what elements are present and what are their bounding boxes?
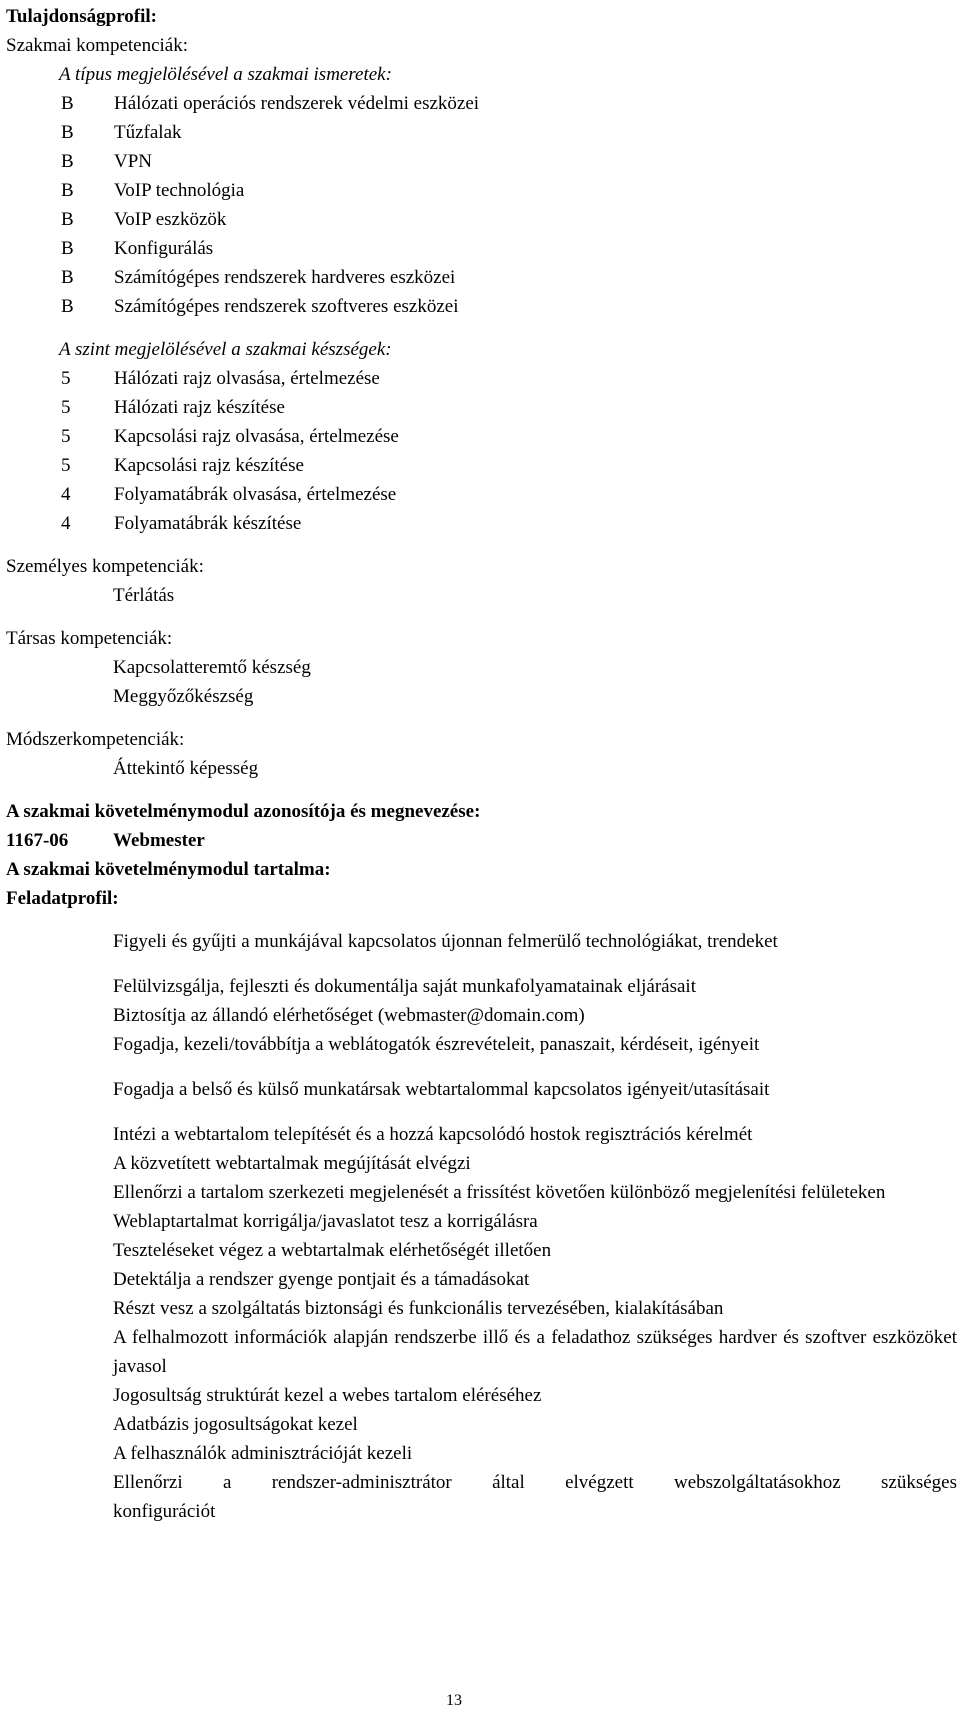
feladat-heading: Feladatprofil: [6,888,119,909]
list-item: 5 Hálózati rajz olvasása, értelmezése [61,368,380,389]
list-item: Meggyőzőkészség [113,686,254,707]
document-page [6,2,957,1526]
list-item-continuation: konfigurációt [113,1501,216,1522]
list-item: Teszteléseket végez a webtartalmak elérhetőségét illetően [113,1240,552,1261]
list-item: A felhasználók adminisztrációját kezeli [113,1443,413,1464]
ismeretek-heading: A típus megjelölésével a szakmai ismeretek: [59,64,392,85]
list-item: Kapcsolatteremtő készség [113,657,311,678]
list-item: Térlátás [113,585,175,606]
szemelyes-heading: Személyes kompetenciák: [6,556,204,577]
modszer-heading: Módszerkompetenciák: [6,729,185,750]
task-word: rendszer-adminisztrátor [271,1472,452,1493]
module-identifier [6,826,946,855]
list-item: A felhalmozott információk alapján rendszerbe illő és a feladathoz szükséges hardver és szoftver eszközöket javasol [113,1327,957,1377]
list-item: Fogadja, kezeli/továbbítja a weblátogatók észrevételeit, panaszait, kérdéseit, igényeit [113,1034,760,1055]
list-item: Intézi a webtartalom telepítését és a hozzá kapcsolódó hostok regisztrációs kérelmét [113,1124,753,1145]
list-item: B Konfigurálás [61,238,214,259]
list-item: Adatbázis jogosultságokat kezel [113,1414,358,1435]
module-id-heading: A szakmai követelménymodul azonosítója és megnevezése: [6,801,481,822]
list-item: B Számítógépes rendszerek hardveres eszközei [61,267,456,288]
list-item: Részt vesz a szolgáltatás biztonsági és funkcionális tervezésében, kialakításában [113,1298,724,1319]
list-item: B VoIP technológia [61,180,245,201]
task-word: által [492,1472,525,1493]
module-name: Webmester [113,830,205,851]
list-item: 5 Kapcsolási rajz olvasása, értelmezése [61,426,399,447]
profile-title: Tulajdonságprofil: [6,6,157,27]
szakmai-heading: Szakmai kompetenciák: [6,35,189,56]
list-item: Biztosítja az állandó elérhetőséget (webmaster@domain.com) [113,1005,585,1026]
list-item: B Számítógépes rendszerek szoftveres eszközei [61,296,459,317]
module-id: 1167-06 [6,830,69,851]
task-word: szükséges [881,1472,957,1493]
list-item: Felülvizsgálja, fejleszti és dokumentálja saját munkafolyamatainak eljárásait [113,976,696,997]
task-word: a [222,1472,232,1493]
list-item: Jogosultság struktúrát kezel a webes tartalom eléréséhez [113,1385,542,1406]
list-item [113,1468,957,1497]
list-item: 4 Folyamatábrák készítése [61,513,302,534]
list-item: B VPN [61,151,153,172]
list-item: Figyeli és gyűjti a munkájával kapcsolatos újonnan felmerülő technológiákat, trendeket [113,931,778,952]
list-item: B Hálózati operációs rendszerek védelmi eszközei [61,93,480,114]
ismeretek-list [6,89,946,321]
task-list [6,913,957,1526]
keszsegek-heading: A szint megjelölésével a szakmai készségek: [59,339,392,360]
list-item: Fogadja a belső és külső munkatársak webtartalommal kapcsolatos igényeit/utasításait [113,1079,770,1100]
list-item: B VoIP eszközök [61,209,227,230]
list-item: 4 Folyamatábrák olvasása, értelmezése [61,484,397,505]
list-item: Weblaptartalmat korrigálja/javaslatot tesz a korrigálásra [113,1211,538,1232]
list-item: Ellenőrzi a tartalom szerkezeti megjelenését a frissítést követően különböző megjelenítési felületeken [113,1182,886,1203]
list-item: Detektálja a rendszer gyenge pontjait és a támadásokat [113,1269,530,1290]
task-word: elvégzett [565,1472,634,1493]
list-item: A közvetített webtartalmak megújítását elvégzi [113,1153,471,1174]
tarsas-heading: Társas kompetenciák: [6,628,173,649]
task-word: Ellenőrzi [113,1472,183,1493]
list-item: 5 Hálózati rajz készítése [61,397,285,418]
page-number: 13 [446,1692,462,1709]
module-content-heading: A szakmai követelménymodul tartalma: [6,859,331,880]
list-item: 5 Kapcsolási rajz készítése [61,455,304,476]
keszsegek-list [6,364,946,538]
list-item: Áttekintő képesség [113,758,259,779]
list-item: B Tűzfalak [61,122,182,143]
task-word: webszolgáltatásokhoz [673,1472,841,1493]
